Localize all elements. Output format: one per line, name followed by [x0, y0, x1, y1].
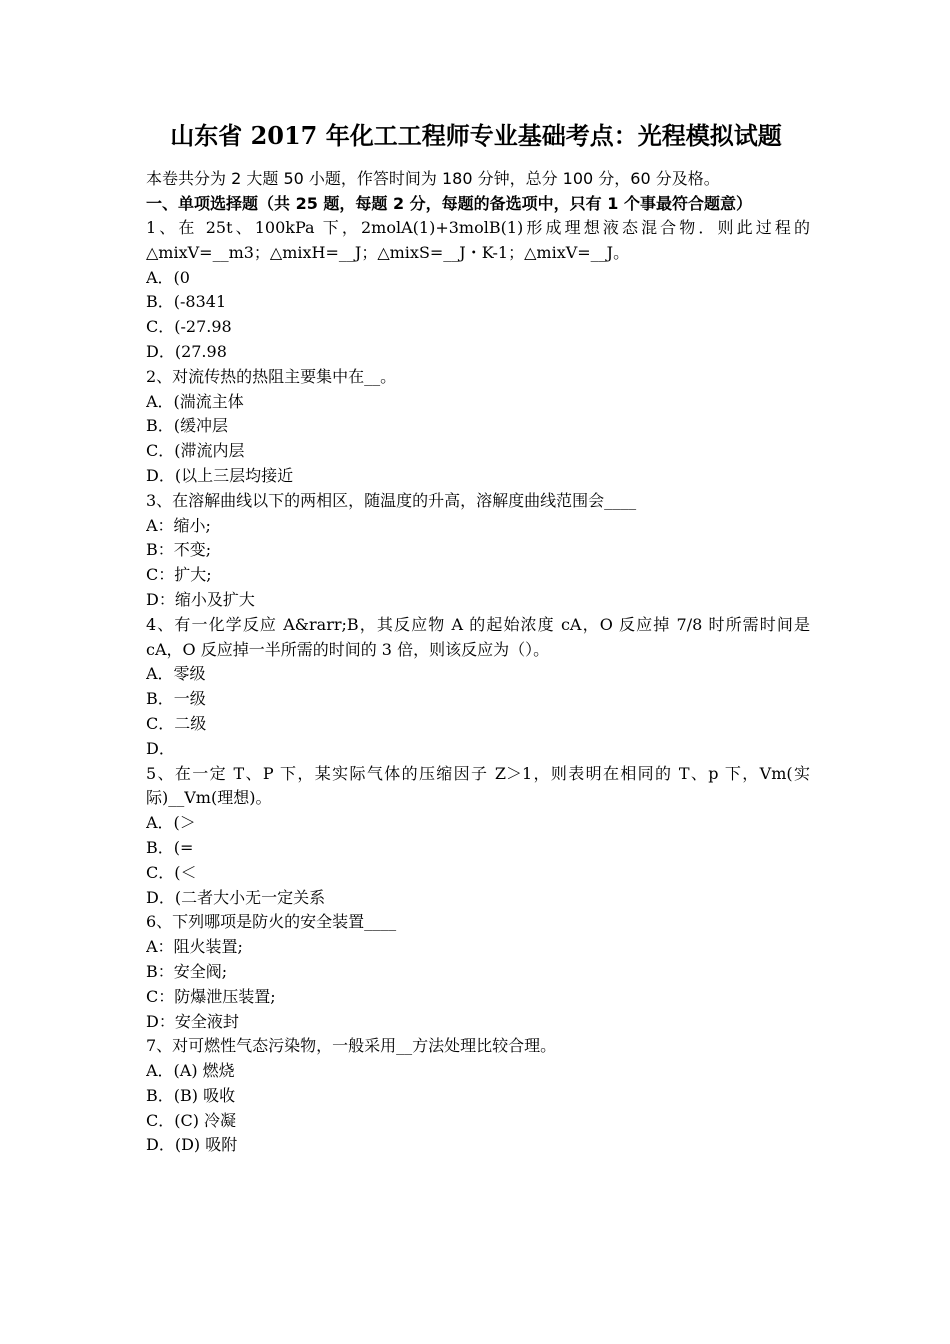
question-text: 6、下列哪项是防火的安全装置____ [146, 912, 397, 932]
option-a: A．(A) 燃烧 [146, 1061, 235, 1081]
option-a: A：阻火装置; [146, 937, 243, 957]
option-d: D． [146, 738, 175, 758]
option-b: B：安全阀; [146, 961, 228, 981]
option-a: A．(0 [146, 267, 190, 287]
option-d: D．(以上三层均接近 [146, 465, 294, 485]
question-text: 2、对流传热的热阻主要集中在__。 [146, 366, 397, 386]
option-b: B．一级 [146, 689, 206, 709]
question-7 [146, 1034, 950, 1158]
page-title: 山东省 2017 年化工工程师专业基础考点：光程模拟试题 [170, 121, 782, 150]
option-a: A：缩小; [146, 515, 211, 535]
question-2 [146, 365, 950, 489]
question-5 [146, 762, 950, 911]
option-b: B．(缓冲层 [146, 416, 229, 436]
question-1 [146, 216, 950, 365]
option-a: A．零级 [146, 664, 206, 684]
option-d: D．(27.98 [146, 341, 227, 361]
question-text: 1、在 25t、100kPa 下，2molA(1)+3molB(1)形成理想液态混合物．则此过程的△mixV=__m3；△mixH=__J；△mixS=__J・K-1；△mixV=__J。 [146, 218, 810, 262]
question-3 [146, 489, 950, 613]
option-c: C：扩大; [146, 565, 212, 585]
option-d: D．(D) 吸附 [146, 1135, 238, 1155]
question-4 [146, 613, 950, 762]
option-c: C．二级 [146, 713, 207, 733]
option-c: C．(-27.98 [146, 317, 232, 337]
section-heading: 一、单项选择题（共 25 题，每题 2 分，每题的备选项中，只有 1 个事最符合题意） [146, 194, 752, 213]
option-c: C．(＜ [146, 862, 197, 882]
option-c: C．(滞流内层 [146, 441, 245, 461]
question-text: 7、对可燃性气态污染物，一般采用__方法处理比较合理。 [146, 1036, 557, 1056]
option-b: B．(= [146, 837, 194, 857]
option-b: B：不变; [146, 540, 212, 560]
question-text: 4、有一化学反应 A&rarr;B，其反应物 A 的起始浓度 cA，O 反应掉 7/8 时所需时间是 cA，O 反应掉一半所需的时间的 3 倍，则该反应为（）。 [146, 614, 810, 659]
option-b: B．(B) 吸收 [146, 1085, 236, 1105]
option-d: D：安全液封 [146, 1011, 239, 1031]
option-a: A．(＞ [146, 813, 196, 833]
option-d: D．(二者大小无一定关系 [146, 887, 326, 907]
option-c: C：防爆泄压装置; [146, 986, 276, 1006]
question-6 [146, 910, 950, 1034]
question-text: 5、在一定 T、P 下，某实际气体的压缩因子 Z＞1，则表明在相同的 T、p 下，Vm(实际)__Vm(理想)。 [146, 763, 810, 808]
option-d: D：缩小及扩大 [146, 589, 255, 609]
question-text: 3、在溶解曲线以下的两相区，随温度的升高，溶解度曲线范围会____ [146, 490, 637, 510]
exam-instructions: 本卷共分为 2 大题 50 小题，作答时间为 180 分钟，总分 100 分，60 分及格。 [146, 169, 720, 188]
option-a: A．(湍流主体 [146, 391, 244, 411]
option-c: C．(C) 冷凝 [146, 1110, 237, 1130]
option-b: B．(-8341 [146, 292, 227, 312]
